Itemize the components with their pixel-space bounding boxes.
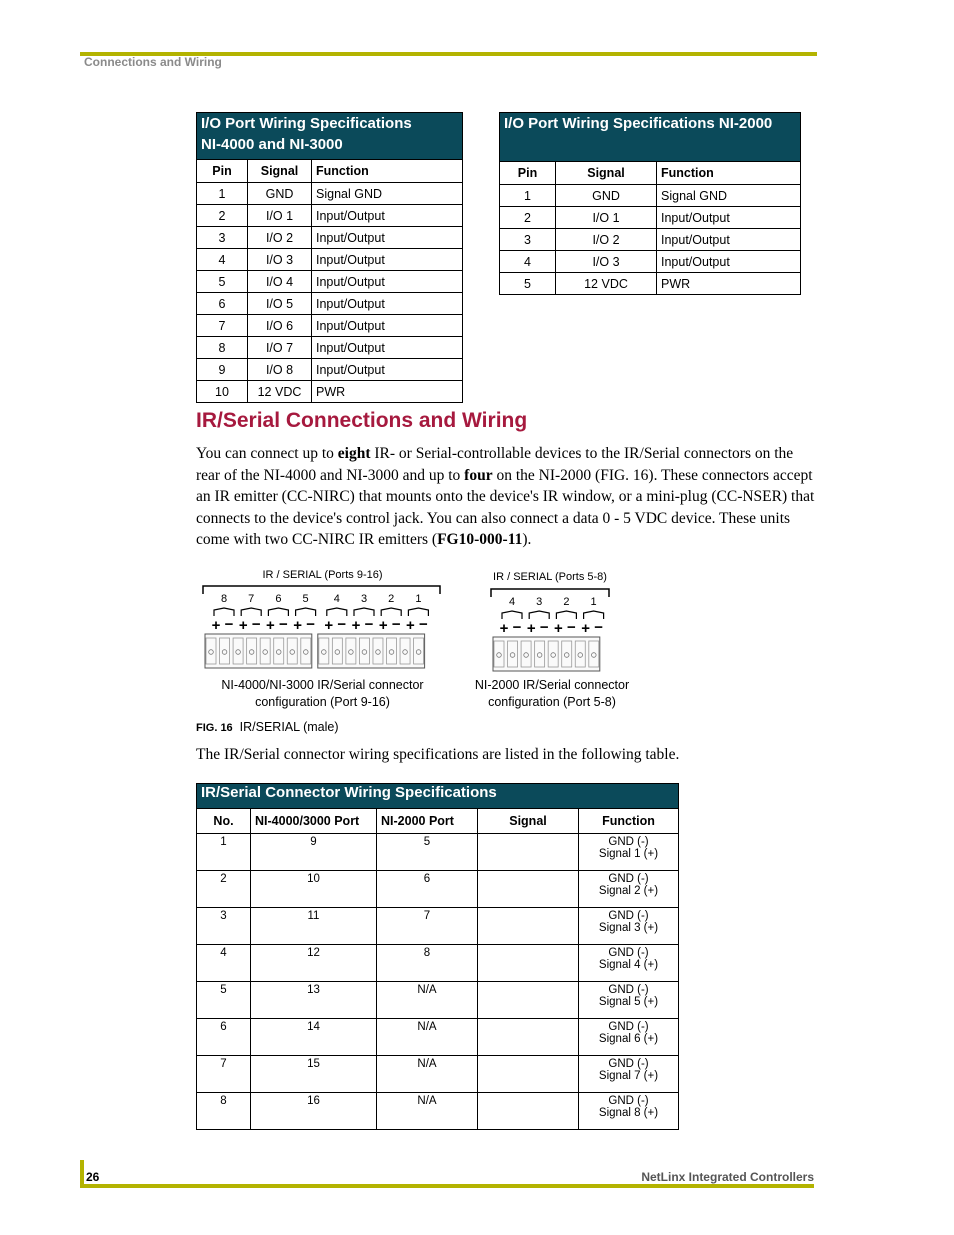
- caption-line: NI-2000 IR/Serial connector: [474, 678, 630, 692]
- ni2000-port-cell: 5: [377, 834, 478, 871]
- function-cell: Signal GND: [312, 183, 463, 205]
- port-number: 4: [508, 596, 516, 608]
- fig-num-text: FIG. 16: [196, 722, 233, 734]
- emphasis: four: [464, 466, 493, 484]
- plus-symbol: +: [238, 617, 248, 634]
- col-header: NI-2000 Port: [377, 809, 478, 834]
- minus-symbol: −: [512, 619, 522, 636]
- no-cell: 2: [197, 871, 251, 908]
- pin-pair-bracket: [354, 608, 374, 616]
- figure-number: [196, 720, 339, 734]
- pin-cell: 7: [197, 315, 248, 337]
- minus-symbol: −: [251, 616, 261, 633]
- function-cell: [579, 871, 679, 908]
- plus-symbol: +: [526, 620, 536, 637]
- table-row: [197, 908, 679, 945]
- table-row: [197, 337, 463, 359]
- port-number: 3: [360, 593, 368, 605]
- minus-symbol: −: [594, 619, 603, 636]
- text: on the NI-2000 (FIG. 16). These connectors accept an IR emitter (CC-NIRC) that mounts onto the device's IR window, or a mini-plug (CC-NSER) that connects to the device's control jack. You can also connect a data 0 - 5 VDC device. These units come with two CC-NIRC IR emitters (: [196, 466, 815, 548]
- signal-cell: [478, 982, 579, 1019]
- caption-line: configuration (Port 9-16): [255, 695, 390, 709]
- function-cell: [579, 1093, 679, 1130]
- minus-symbol: −: [419, 616, 428, 633]
- table-row: [197, 871, 679, 908]
- function-cell: [579, 908, 679, 945]
- pin-cell: 3: [500, 229, 556, 251]
- minus-symbol: −: [306, 616, 315, 633]
- table-row: [197, 945, 679, 982]
- port-number: 5: [302, 593, 309, 605]
- section-title: IR/Serial Connections and Wiring: [196, 409, 528, 432]
- ni4000-port-cell: 11: [251, 908, 377, 945]
- col-header: No.: [197, 809, 251, 834]
- table-row: [197, 271, 463, 293]
- function-cell: Input/Output: [312, 315, 463, 337]
- text: ).: [522, 531, 532, 548]
- table-row: [500, 185, 801, 207]
- signal-cell: I/O 8: [248, 359, 312, 381]
- function-gnd: GND (-): [608, 984, 649, 996]
- pin-cell: 5: [500, 273, 556, 295]
- terminal-block: [318, 634, 425, 668]
- table-row: [197, 359, 463, 381]
- function-cell: PWR: [312, 381, 463, 403]
- col-header: NI-4000/3000 Port: [251, 809, 377, 834]
- caption-line: configuration (Port 5-8): [488, 695, 616, 709]
- signal-cell: I/O 3: [556, 251, 657, 273]
- table-row: [500, 251, 801, 273]
- minus-symbol: −: [539, 619, 549, 636]
- pin-pair-bracket: [381, 608, 401, 616]
- signal-cell: GND: [556, 185, 657, 207]
- signal-cell: [478, 1056, 579, 1093]
- ni4000-port-cell: 10: [251, 871, 377, 908]
- port-number: 8: [220, 593, 228, 605]
- ni4000-port-cell: 12: [251, 945, 377, 982]
- function-gnd: GND (-): [608, 910, 649, 922]
- pin-pair-bracket: [584, 611, 604, 619]
- pin-pair-bracket: [268, 608, 288, 616]
- function-gnd: GND (-): [608, 873, 649, 885]
- ni4000-port-cell: 16: [251, 1093, 377, 1130]
- plus-symbol: +: [266, 617, 275, 634]
- minus-symbol: −: [391, 616, 401, 633]
- function-signal: Signal 2 (+): [598, 885, 659, 897]
- port-number: 6: [275, 593, 282, 605]
- col-header: Function: [579, 809, 679, 834]
- function-cell: [579, 945, 679, 982]
- function-gnd: GND (-): [608, 1095, 649, 1107]
- col-header: Pin: [197, 160, 248, 183]
- signal-cell: [478, 945, 579, 982]
- port-number: 7: [248, 593, 255, 605]
- table-row: [197, 381, 463, 403]
- signal-cell: I/O 7: [248, 337, 312, 359]
- port-number: 2: [388, 593, 395, 605]
- left-connector-label: IR / SERIAL (Ports 9-16): [262, 569, 383, 581]
- col-header: Signal: [556, 162, 657, 185]
- ni4000-port-cell: 9: [251, 834, 377, 871]
- pin-pair-bracket: [214, 608, 234, 616]
- pin-cell: 6: [197, 293, 248, 315]
- table-row: [197, 205, 463, 227]
- function-cell: Input/Output: [312, 227, 463, 249]
- right-connector-label: IR / SERIAL (Ports 5-8): [493, 571, 607, 583]
- pin-cell: 1: [500, 185, 556, 207]
- function-cell: Input/Output: [657, 207, 801, 229]
- function-signal: Signal 6 (+): [598, 1033, 659, 1045]
- pin-pair-bracket: [529, 611, 549, 619]
- pin-cell: 4: [197, 249, 248, 271]
- signal-cell: [478, 1093, 579, 1130]
- function-cell: Signal GND: [657, 185, 801, 207]
- signal-cell: 12 VDC: [248, 381, 312, 403]
- ni2000-port-cell: 6: [377, 871, 478, 908]
- signal-cell: [478, 908, 579, 945]
- caption-line: NI-4000/NI-3000 IR/Serial connector: [221, 678, 424, 692]
- plus-symbol: +: [324, 617, 334, 634]
- function-cell: Input/Output: [312, 337, 463, 359]
- function-cell: Input/Output: [312, 293, 463, 315]
- port-number: 2: [563, 596, 570, 608]
- function-cell: Input/Output: [312, 271, 463, 293]
- signal-cell: I/O 5: [248, 293, 312, 315]
- table-row: [197, 982, 679, 1019]
- pin-pair-bracket: [556, 611, 576, 619]
- emphasis: FG10-000-11: [437, 531, 523, 548]
- left-connector-diagram: [200, 582, 444, 672]
- port-number: 1: [590, 596, 597, 608]
- page-number: 26: [86, 1170, 100, 1184]
- plus-symbol: +: [581, 620, 590, 637]
- function-cell: PWR: [657, 273, 801, 295]
- no-cell: 6: [197, 1019, 251, 1056]
- function-signal: Signal 7 (+): [598, 1070, 659, 1082]
- pin-pair-bracket: [502, 611, 522, 619]
- signal-cell: I/O 4: [248, 271, 312, 293]
- function-signal: Signal 5 (+): [598, 996, 659, 1008]
- plus-symbol: +: [351, 617, 361, 634]
- minus-symbol: −: [337, 616, 347, 633]
- col-header: Function: [657, 162, 801, 185]
- pin-cell: 2: [197, 205, 248, 227]
- plus-symbol: +: [499, 620, 509, 637]
- table-row: [197, 1056, 679, 1093]
- minus-symbol: −: [224, 616, 234, 633]
- plus-symbol: +: [378, 617, 388, 634]
- function-gnd: GND (-): [608, 1058, 649, 1070]
- function-cell: [579, 1019, 679, 1056]
- right-connector-diagram: [488, 585, 614, 672]
- pin-cell: 4: [500, 251, 556, 273]
- plus-symbol: +: [211, 617, 221, 634]
- function-gnd: GND (-): [608, 947, 649, 959]
- function-cell: Input/Output: [657, 229, 801, 251]
- signal-cell: I/O 1: [248, 205, 312, 227]
- pin-cell: 9: [197, 359, 248, 381]
- function-cell: Input/Output: [657, 251, 801, 273]
- signal-cell: 12 VDC: [556, 273, 657, 295]
- terminal-block: [493, 637, 600, 671]
- signal-cell: [478, 1019, 579, 1056]
- plus-symbol: +: [406, 617, 415, 634]
- table-row: [197, 183, 463, 205]
- pin-cell: 1: [197, 183, 248, 205]
- ni2000-port-cell: 7: [377, 908, 478, 945]
- table-row: [500, 229, 801, 251]
- port-number: 4: [333, 593, 340, 605]
- signal-cell: I/O 2: [556, 229, 657, 251]
- function-gnd: GND (-): [608, 836, 649, 848]
- table-row: [197, 1019, 679, 1056]
- left-connector-caption: [205, 677, 440, 711]
- table-intro-paragraph: The IR/Serial connector wiring specifications are listed in the following table.: [196, 746, 680, 763]
- no-cell: 1: [197, 834, 251, 871]
- function-gnd: GND (-): [608, 1021, 649, 1033]
- minus-symbol: −: [567, 619, 576, 636]
- table-row: [500, 207, 801, 229]
- function-signal: Signal 3 (+): [598, 922, 659, 934]
- function-signal: Signal 1 (+): [598, 848, 659, 860]
- footer-title: NetLinx Integrated Controllers: [641, 1170, 814, 1184]
- table-row: [197, 315, 463, 337]
- ni4000-port-cell: 15: [251, 1056, 377, 1093]
- ni2000-port-cell: 8: [377, 945, 478, 982]
- no-cell: 4: [197, 945, 251, 982]
- fig-title-text: IR/SERIAL (male): [239, 720, 339, 734]
- signal-cell: [478, 834, 579, 871]
- ni2000-port-cell: N/A: [377, 1056, 478, 1093]
- signal-cell: GND: [248, 183, 312, 205]
- running-header: Connections and Wiring: [84, 55, 222, 69]
- table-row: [197, 249, 463, 271]
- col-header: Pin: [500, 162, 556, 185]
- port-number: 3: [536, 596, 543, 608]
- ni2000-port-cell: N/A: [377, 982, 478, 1019]
- minus-symbol: −: [364, 616, 374, 633]
- no-cell: 7: [197, 1056, 251, 1093]
- table-title-line1: I/O Port Wiring Specifications: [201, 115, 412, 132]
- function-cell: [579, 1056, 679, 1093]
- pin-cell: 5: [197, 271, 248, 293]
- table-row: [500, 273, 801, 295]
- table-title: I/O Port Wiring Specifications NI-2000: [500, 113, 801, 162]
- col-header: Function: [312, 160, 463, 183]
- ni4000-port-cell: 13: [251, 982, 377, 1019]
- port-number: 1: [415, 593, 422, 605]
- table-row: [197, 227, 463, 249]
- signal-cell: I/O 2: [248, 227, 312, 249]
- footer-rule: [80, 1184, 814, 1188]
- no-cell: 3: [197, 908, 251, 945]
- bracket: [203, 586, 440, 594]
- function-signal: Signal 8 (+): [598, 1107, 659, 1119]
- plus-symbol: +: [554, 620, 563, 637]
- pin-cell: 10: [197, 381, 248, 403]
- pin-pair-bracket: [327, 608, 347, 616]
- pin-pair-bracket: [241, 608, 261, 616]
- text: IR- or Serial-controllable devices to the IR/Serial connectors on the rear of the NI-4000 and NI-3000 and up to: [196, 445, 794, 484]
- signal-cell: I/O 6: [248, 315, 312, 337]
- function-cell: Input/Output: [312, 359, 463, 381]
- emphasis: eight: [337, 445, 371, 462]
- signal-cell: I/O 1: [556, 207, 657, 229]
- function-cell: [579, 834, 679, 871]
- intro-paragraph: [196, 443, 816, 551]
- minus-symbol: −: [279, 616, 288, 633]
- pin-cell: 2: [500, 207, 556, 229]
- pin-cell: 3: [197, 227, 248, 249]
- table-irserial: [196, 783, 679, 1130]
- text: You can connect up to: [196, 445, 338, 462]
- signal-cell: I/O 3: [248, 249, 312, 271]
- table-row: [197, 1093, 679, 1130]
- pin-pair-bracket: [408, 608, 428, 616]
- ni4000-port-cell: 14: [251, 1019, 377, 1056]
- plus-symbol: +: [293, 617, 302, 634]
- function-cell: [579, 982, 679, 1019]
- col-header: Signal: [248, 160, 312, 183]
- ni2000-port-cell: N/A: [377, 1093, 478, 1130]
- table-row: [197, 834, 679, 871]
- function-cell: Input/Output: [312, 205, 463, 227]
- pin-pair-bracket: [296, 608, 316, 616]
- table-title-line2: NI-4000 and NI-3000: [201, 136, 343, 153]
- function-signal: Signal 4 (+): [598, 959, 659, 971]
- pin-cell: 8: [197, 337, 248, 359]
- no-cell: 5: [197, 982, 251, 1019]
- function-cell: Input/Output: [312, 249, 463, 271]
- table-io-ni4000: [196, 112, 463, 403]
- col-header: Signal: [478, 809, 579, 834]
- table-io-ni2000: [499, 112, 801, 295]
- table-title: IR/Serial Connector Wiring Specifications: [197, 784, 679, 809]
- right-connector-caption: [462, 677, 642, 711]
- signal-cell: [478, 871, 579, 908]
- table-row: [197, 293, 463, 315]
- terminal-block: [205, 634, 312, 668]
- ni2000-port-cell: N/A: [377, 1019, 478, 1056]
- no-cell: 8: [197, 1093, 251, 1130]
